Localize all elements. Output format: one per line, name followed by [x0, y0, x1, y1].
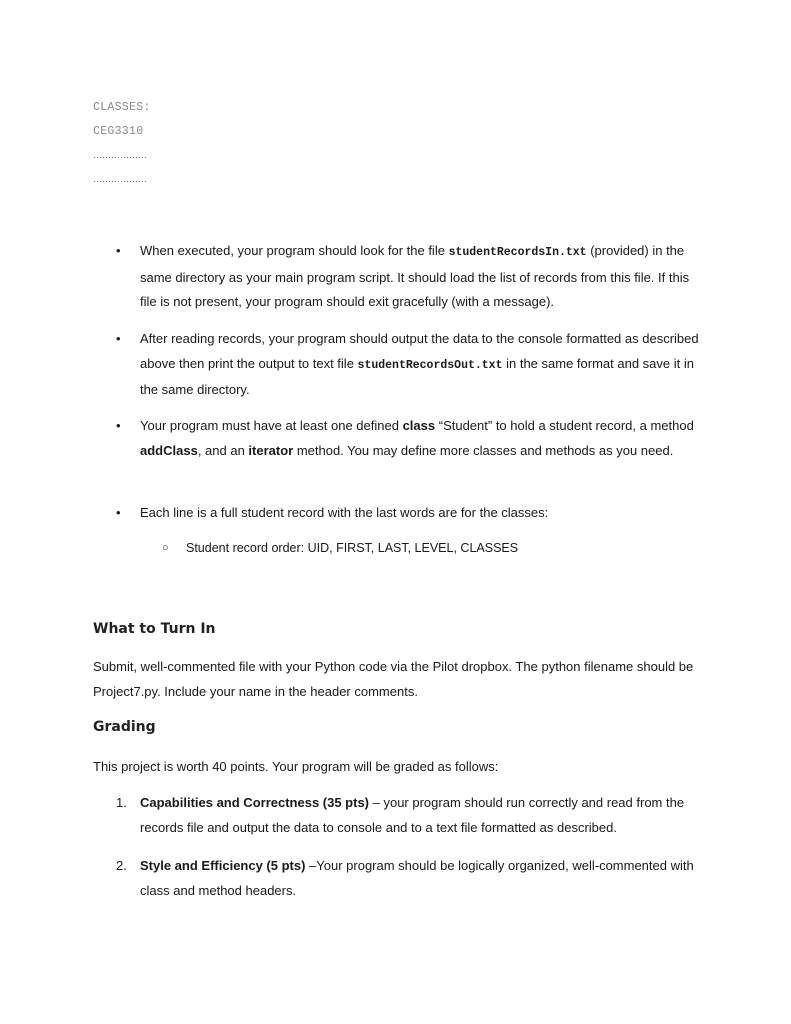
- subitem-text: Student record order: UID, FIRST, LAST, LEVEL, CLASSES: [186, 541, 519, 555]
- requirement-text: “Student” to hold a student record, a method: [435, 418, 694, 433]
- grading-item-title: Capabilities and Correctness (35 pts): [140, 795, 370, 810]
- keyword-iterator: iterator: [248, 442, 294, 458]
- output-filename: studentRecordsOut.txt: [357, 358, 503, 372]
- keyword-class: class: [402, 418, 436, 433]
- code-line-course: CEG3310: [93, 125, 144, 138]
- grading-item-style: [116, 853, 700, 903]
- list-number: 1.: [116, 795, 127, 810]
- requirement-text: After reading records, your program should output the data to the console formatted as described above then print the output to text file: [140, 331, 699, 371]
- list-number: 2.: [116, 858, 127, 873]
- code-line-dots-2: ………………: [93, 174, 147, 184]
- grading-item-text: –Your program should be logically organized, well-commented with class and method headers.: [140, 858, 694, 898]
- requirement-item-record-line: [116, 501, 700, 526]
- turn-in-paragraph: Submit, well-commented file with your Python code via the Pilot dropbox. The python filename should be Project7.py. Include your name in the header comments.: [93, 659, 694, 699]
- grading-item-capabilities: [116, 790, 700, 840]
- requirement-text: Your program must have at least one defined: [140, 418, 403, 433]
- hollow-circle-icon: ○: [162, 542, 169, 554]
- requirement-subitem-record-order: [162, 538, 686, 558]
- requirement-item-output-file: [116, 327, 700, 403]
- bullet-icon: •: [116, 505, 121, 520]
- requirement-text: Each line is a full student record with the last words are for the classes:: [140, 505, 549, 520]
- heading-what-to-turn-in: What to Turn In: [93, 621, 216, 637]
- requirement-text: , and an: [197, 442, 249, 458]
- keyword-addclass: addClass: [140, 442, 198, 458]
- bullet-icon: •: [116, 243, 121, 258]
- bullet-icon: •: [116, 331, 121, 346]
- requirement-text: method. You may define more classes and methods as you need.: [293, 442, 674, 458]
- input-filename: studentRecordsIn.txt: [448, 246, 587, 259]
- code-line-classes: CLASSES:: [93, 101, 151, 114]
- heading-grading: Grading: [93, 719, 156, 735]
- grading-intro: This project is worth 40 points. Your program will be graded as follows:: [93, 759, 499, 774]
- grading-item-text: – your program should run correctly and read from the records file and output the data to console and to a text file formatted as described.: [140, 795, 685, 835]
- bullet-icon: •: [116, 418, 121, 433]
- requirement-text: (provided) in the same directory as your main program script. It should load the list of records from this file. If this file is not present, your program should exit gracefully (with a message).: [140, 243, 690, 309]
- requirement-item-input-file: [116, 239, 700, 315]
- requirement-text: When executed, your program should look for the file: [140, 243, 449, 258]
- requirement-text: in the same format and save it in the same directory.: [140, 355, 694, 397]
- code-line-dots-1: ………………: [93, 150, 147, 160]
- requirement-item-class: [116, 414, 700, 463]
- grading-item-title: Style and Efficiency (5 pts): [140, 858, 306, 873]
